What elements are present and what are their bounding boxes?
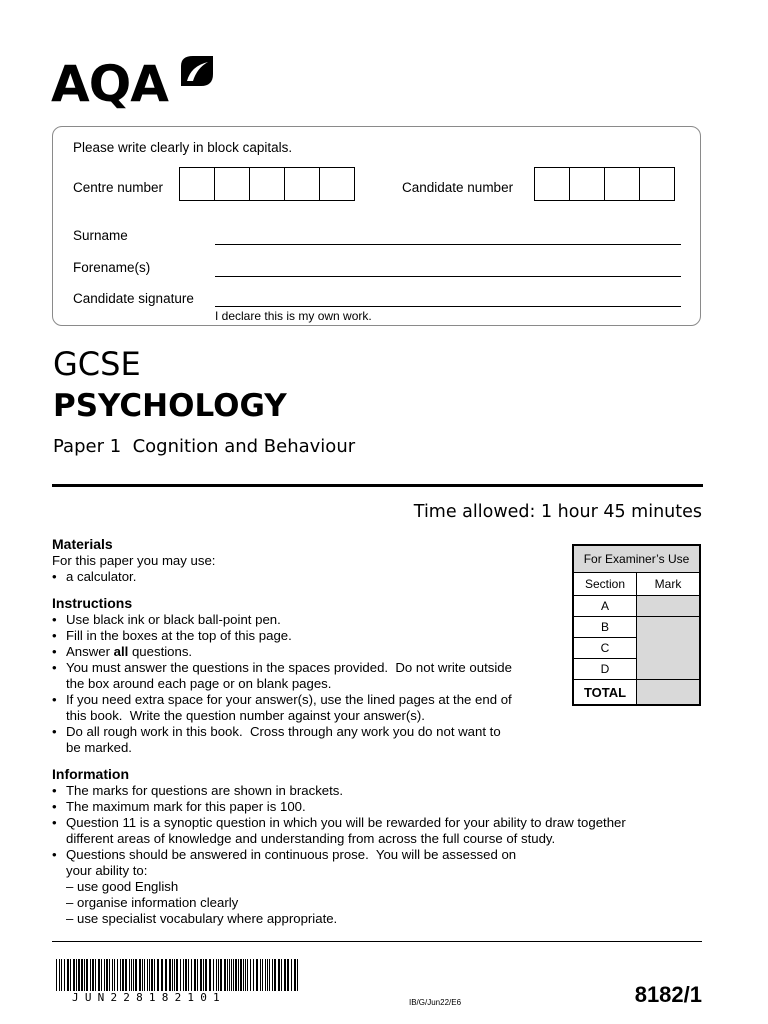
section-cell: D [574, 659, 637, 680]
mark-cell [637, 596, 700, 617]
paper-title: Paper 1 Cognition and Behaviour [53, 436, 356, 457]
total-label: TOTAL [574, 680, 637, 705]
list-item [52, 815, 712, 847]
subject-title: PSYCHOLOGY [53, 388, 287, 424]
total-mark-cell [637, 680, 700, 705]
list-item-text: questions. [128, 644, 193, 659]
candidate-number-label: Candidate number [402, 180, 514, 195]
signature-line[interactable] [215, 306, 681, 307]
candidate-digit-box[interactable] [604, 167, 640, 201]
logo-text: AQA [51, 55, 168, 113]
list-item-text: You must answer the questions in the spaces provided. Do not write outside [66, 660, 512, 675]
list-item [52, 724, 712, 756]
list-item: • a calculator. [52, 569, 712, 585]
aqa-leaf-icon [179, 54, 215, 88]
title-divider [52, 484, 703, 487]
section-cell: B [574, 617, 637, 638]
paper-code: 8182/1 [634, 982, 702, 1007]
reference-code: IB/G/Jun22/E6 [409, 998, 462, 1007]
section-cell: A [574, 596, 637, 617]
examiner-use-title: For Examiner’s Use [574, 546, 700, 573]
list-item-text: your ability to: [66, 863, 148, 878]
candidate-digit-box[interactable] [639, 167, 675, 201]
list-item: • Fill in the boxes at the top of this page. [52, 628, 712, 644]
list-item-text: the box around each page or on blank pages. [66, 676, 332, 691]
list-item-text: this book. Write the question number against your answer(s). [66, 708, 425, 723]
candidate-digit-box[interactable] [569, 167, 605, 201]
list-item-text: Answer [66, 644, 114, 659]
emphasis-text: all [113, 644, 129, 659]
surname-line[interactable] [215, 244, 681, 245]
mark-cell [637, 617, 700, 680]
barcode-icon [56, 959, 300, 991]
centre-number-label: Centre number [73, 180, 164, 195]
list-item: • Use black ink or black ball-point pen. [52, 612, 712, 628]
information-list [52, 783, 712, 879]
examiner-use-table [572, 544, 701, 706]
mark-column-header: Mark [637, 573, 700, 596]
assessment-criterion: – use specialist vocabulary where appropriate. [66, 911, 338, 926]
surname-label: Surname [73, 228, 128, 243]
footer-divider [52, 941, 702, 942]
materials-intro: For this paper you may use: [52, 553, 216, 568]
list-item-text: be marked. [66, 740, 132, 755]
list-item: • The maximum mark for this paper is 100. [52, 799, 712, 815]
list-item-text: Questions should be answered in continuous prose. You will be assessed on [66, 847, 517, 862]
section-cell: C [574, 638, 637, 659]
list-item-text: Question 11 is a synoptic question in which you will be rewarded for your ability to draw together [66, 815, 626, 830]
forename-label: Forename(s) [73, 260, 151, 275]
signature-label: Candidate signature [73, 291, 194, 306]
assessment-criterion: – organise information clearly [66, 895, 239, 910]
information-heading: Information [52, 766, 129, 782]
aqa-logo [51, 54, 221, 114]
centre-digit-box[interactable] [214, 167, 250, 201]
section-column-header: Section [574, 573, 637, 596]
centre-digit-box[interactable] [249, 167, 285, 201]
time-allowed: Time allowed: 1 hour 45 minutes [413, 502, 702, 522]
list-item [52, 847, 712, 879]
forename-line[interactable] [215, 276, 681, 277]
candidate-digit-box[interactable] [534, 167, 570, 201]
qualification-title: GCSE [53, 345, 141, 383]
instructions-heading: Instructions [52, 595, 133, 611]
centre-number-field[interactable] [179, 167, 355, 201]
centre-digit-box[interactable] [179, 167, 215, 201]
assessment-criterion: – use good English [66, 879, 179, 894]
centre-digit-box[interactable] [319, 167, 355, 201]
barcode-number: JUN228182101 [72, 991, 226, 1004]
block-capitals-instruction: Please write clearly in block capitals. [73, 140, 293, 155]
list-item-text: Do all rough work in this book. Cross through any work you do not want to [66, 724, 501, 739]
declaration-text: I declare this is my own work. [215, 309, 372, 323]
list-item: • The marks for questions are shown in brackets. [52, 783, 712, 799]
materials-heading: Materials [52, 536, 113, 552]
list-item-text: If you need extra space for your answer(s), use the lined pages at the end of [66, 692, 512, 707]
candidate-number-field[interactable] [534, 167, 675, 201]
centre-digit-box[interactable] [284, 167, 320, 201]
list-item-text: different areas of knowledge and understanding from across the full course of study. [66, 831, 556, 846]
